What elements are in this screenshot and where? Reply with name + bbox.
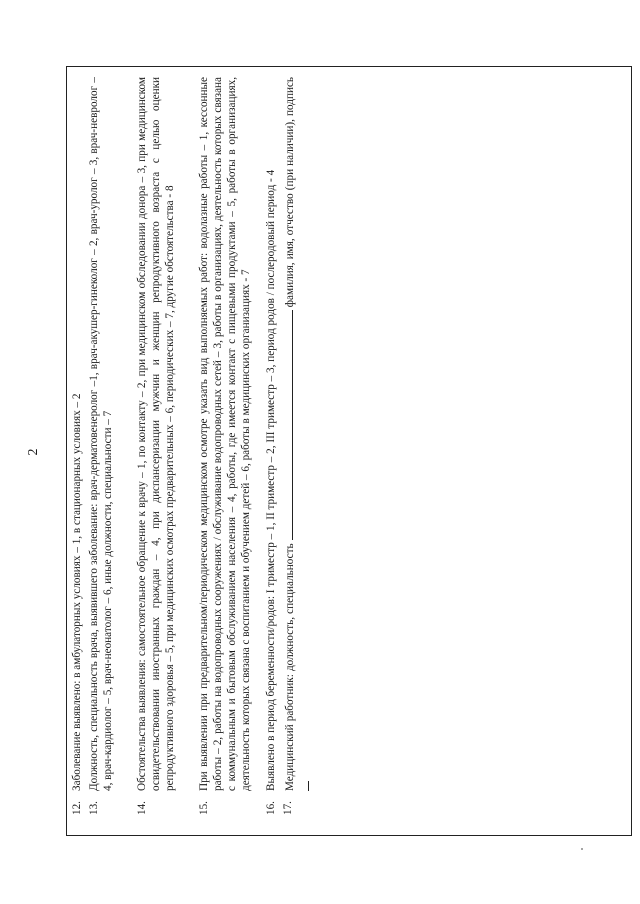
page-number: 2 — [26, 448, 41, 456]
form-frame — [66, 66, 632, 836]
position-fill-line[interactable] — [281, 310, 293, 540]
item-text: Должность, специальность врача, выявившего заболевание: врач-дерматовенеролог –1, врач-акушер-гинеколог – 2, врач-уролог – 3, врач-невролог – 4, врач-кардиолог – 5, врач-неонатолог – 6, иные должности, специальности – 7 — [88, 77, 114, 791]
item-number: 12. — [71, 801, 83, 815]
item-number: 17. — [282, 801, 294, 815]
signature-label-name: фамилия, имя, отчество (при наличии), подпись — [284, 76, 296, 308]
signature-fill-line[interactable] — [297, 781, 309, 791]
item-16 — [264, 77, 278, 815]
item-number: 16. — [265, 801, 277, 815]
scan-speck — [581, 848, 583, 850]
item-17 — [281, 77, 313, 815]
item-13 — [87, 77, 115, 815]
item-12 — [70, 77, 84, 815]
signature-label-position: Медицинский работник: должность, специальность — [284, 543, 296, 791]
item-text — [281, 77, 313, 815]
item-text: Обстоятельства выявления: самостоятельное обращение к врачу – 1, по контакту – 2, при медицинском обследовании донора – 3, при медицинском освидетельствовании иностранных граждан – 4, при диспансеризации мужчин и женщин репродуктивного возраста с целью оценки репродуктивного здоровья – 5, при медицинских осмотрах предварительных – 6, периодических – 7, другие обстоятельства - 8 — [136, 77, 176, 791]
item-text: Выявлено в период беременности/родов: I триместр – 1, II триместр – 2, III триместр – 3, период родов / послеродовый период - 4 — [265, 169, 277, 791]
item-number: 15. — [198, 801, 210, 815]
item-14 — [135, 77, 177, 815]
item-15 — [197, 77, 253, 815]
rotated-content — [26, 52, 622, 852]
item-number: 13. — [88, 801, 100, 815]
item-number: 14. — [136, 801, 148, 815]
item-text: При выявлении при предварительном/периодическом медицинском осмотре указать вид выполняемых работ: водолазные работы – 1, кессонные работы – 2, работы на водопроводных сооружениях / обслуживание водопроводных сетей – 3, работы в организациях, деятельность которых связана с коммунальным и бытовым обслуживанием населения – 4, работы, где имеется контакт с пищевыми продуктами – 5, работы в организациях, деятельность которых связана с воспитанием и обучением детей – 6, работы в медицинских организациях - 7 — [198, 77, 252, 791]
item-text: Заболевание выявлено: в амбулаторных условиях – 1, в стационарных условиях – 2 — [71, 393, 83, 791]
